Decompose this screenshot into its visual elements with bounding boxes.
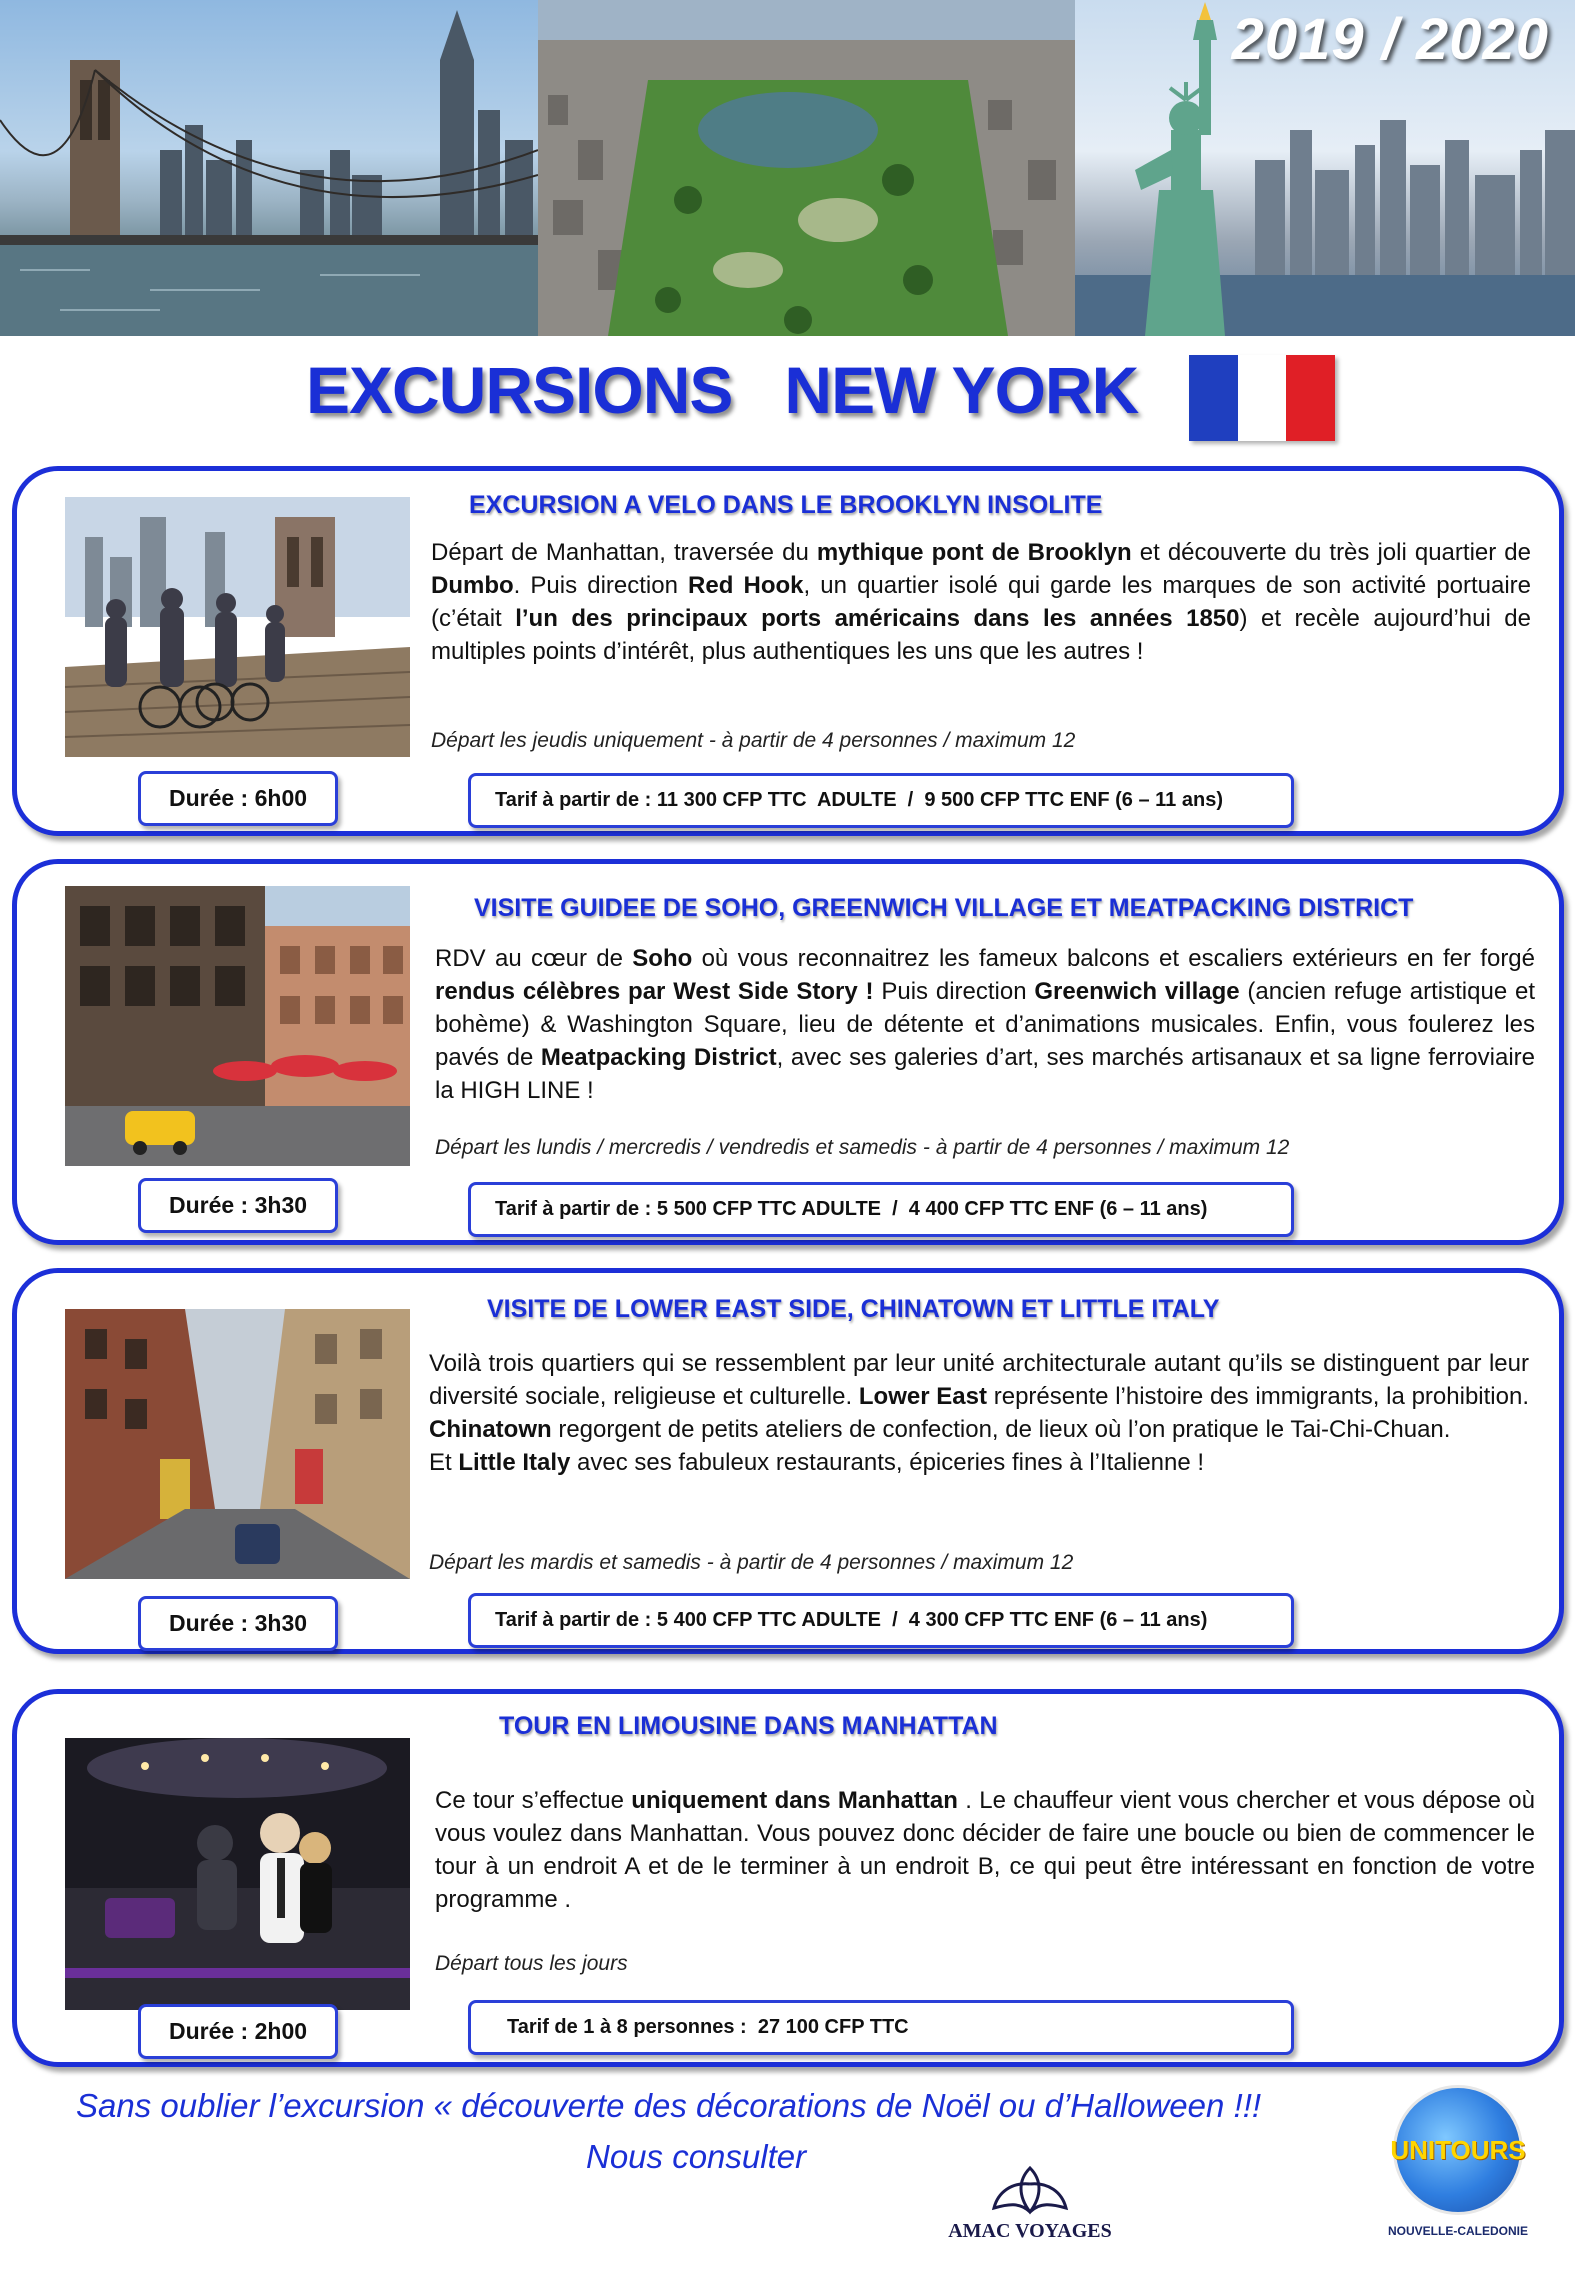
description-highlight: Red Hook bbox=[688, 572, 804, 599]
central-park-photo bbox=[538, 0, 1075, 336]
description-text: où vous reconnaitrez les fameux balcons et escaliers extérieurs en fer forgé bbox=[692, 945, 1535, 972]
footer-halloween-line: Sans oublier l’excursion « découverte des décorations de Noël ou d’Halloween !!! bbox=[76, 2087, 1262, 2124]
excursion-schedule-note: Départ tous les jours bbox=[435, 1952, 628, 1975]
excursion-title: TOUR EN LIMOUSINE DANS MANHATTAN bbox=[499, 1712, 998, 1740]
statue-of-liberty-photo bbox=[1075, 0, 1575, 336]
description-text: avec ses fabuleux restaurants, épiceries fines à l’Italienne ! bbox=[570, 1449, 1205, 1476]
description-highlight: Dumbo bbox=[431, 572, 514, 599]
description-text: Puis direction bbox=[873, 978, 1035, 1005]
unitours-logo bbox=[1390, 2085, 1526, 2215]
description-highlight: uniquement dans Manhattan bbox=[631, 1787, 958, 1814]
page-title: EXCURSIONS NEW YORK bbox=[306, 353, 1139, 427]
soho-street-photo bbox=[65, 886, 410, 1166]
description-text: Ce tour s’effectue bbox=[435, 1787, 632, 1814]
excursion-card-limousine bbox=[12, 1689, 1564, 2067]
description-highlight: rendus célèbres par West Side Story ! bbox=[435, 978, 874, 1005]
brooklyn-cyclists-photo bbox=[65, 497, 410, 757]
description-text: Voilà trois quartiers qui se ressemblent par leur unité architecturale autant qu’ils se distinguent par leur diversité sociale, religieuse et culturelle. bbox=[429, 1350, 1529, 1410]
description-text: RDV au cœur de bbox=[435, 945, 633, 972]
duration-box: Durée : 3h30 bbox=[138, 1178, 338, 1233]
excursion-schedule-note: Départ les lundis / mercredis / vendredis et samedis - à partir de 4 personnes / maximum 12 bbox=[435, 1136, 1290, 1159]
excursion-schedule-note: Départ les jeudis uniquement - à partir de 4 personnes / maximum 12 bbox=[431, 729, 1076, 752]
excursion-description bbox=[435, 942, 1535, 1107]
excursion-description bbox=[429, 1347, 1529, 1479]
french-flag-icon bbox=[1189, 355, 1335, 441]
description-text: (ancien refuge artistique et bohème) & Washington Square, lieu de détente et d’animations musicales. Enfin, vous foulerez les pavés de bbox=[435, 978, 1535, 1071]
description-text: ) et recèle aujourd’hui de multiples points d’intérêt, plus authentiques les uns que les autres ! bbox=[431, 605, 1532, 665]
unitours-logo-text: UNITOURS bbox=[1390, 2134, 1526, 2165]
excursion-title: VISITE DE LOWER EAST SIDE, CHINATOWN ET LITTLE ITALY bbox=[487, 1295, 1220, 1323]
description-text: regorgent de petits ateliers de confection, de lieux où l’on pratique le Tai-Chi-Chuan. bbox=[551, 1416, 1451, 1443]
footer-contact-line: Nous consulter bbox=[586, 2138, 807, 2175]
duration-box: Durée : 6h00 bbox=[138, 771, 338, 826]
excursion-title: VISITE GUIDEE DE SOHO, GREENWICH VILLAGE ET MEATPACKING DISTRICT bbox=[474, 894, 1414, 922]
description-highlight: l’un des principaux ports américains dans les années 1850 bbox=[515, 605, 1240, 632]
description-text: et découverte du très joli quartier de bbox=[1131, 539, 1531, 566]
description-text: . Puis direction bbox=[513, 572, 689, 599]
tarif-box: Tarif à partir de : 5 400 CFP TTC ADULTE / 4 300 CFP TTC ENF (6 – 11 ans) bbox=[468, 1593, 1294, 1648]
unitours-subtitle: NOUVELLE-CALEDONIE bbox=[1387, 2224, 1528, 2238]
chinatown-street-photo bbox=[65, 1309, 410, 1579]
excursion-description bbox=[435, 1784, 1535, 1916]
description-highlight: Meatpacking District bbox=[540, 1044, 777, 1071]
description-text: Et bbox=[429, 1449, 459, 1476]
excursion-card-brooklyn bbox=[12, 466, 1564, 836]
description-text: , avec ses galeries d’art, ses marchés artisanaux et sa ligne ferroviaire la HIGH LINE ! bbox=[435, 1044, 1536, 1104]
description-highlight: Little Italy bbox=[458, 1449, 571, 1476]
year-label: 2019 / 2020 bbox=[1231, 7, 1549, 72]
excursion-card-lower-east-side bbox=[12, 1268, 1564, 1654]
description-text: , un quartier isolé qui garde les marques de son activité portuaire (c’était bbox=[431, 572, 1532, 632]
description-text: Départ de Manhattan, traversée du bbox=[431, 539, 817, 566]
tarif-box: Tarif à partir de : 11 300 CFP TTC ADULTE / 9 500 CFP TTC ENF (6 – 11 ans) bbox=[468, 773, 1294, 828]
description-text: . Le chauffeur vient vous chercher et vous dépose où vous voulez dans Manhattan. Vous pouvez donc décider de faire une boucle ou bien de commencer le tour à un endroit A et de le terminer à un endroit B, ce qui peut être intéressant en fonction de votre programme . bbox=[435, 1787, 1535, 1913]
amac-logo-icon bbox=[990, 2166, 1070, 2216]
description-highlight: Chinatown bbox=[429, 1416, 552, 1443]
amac-logo-text: AMAC VOYAGES bbox=[948, 2220, 1112, 2242]
description-highlight: mythique pont de Brooklyn bbox=[816, 539, 1132, 566]
description-text: représente l’histoire des immigrants, la prohibition. bbox=[987, 1383, 1529, 1410]
tarif-box: Tarif de 1 à 8 personnes : 27 100 CFP TTC bbox=[468, 2000, 1294, 2055]
excursion-title: EXCURSION A VELO DANS LE BROOKLYN INSOLITE bbox=[469, 491, 1103, 519]
duration-box: Durée : 3h30 bbox=[138, 1596, 338, 1651]
description-highlight: Greenwich village bbox=[1034, 978, 1240, 1005]
tarif-box: Tarif à partir de : 5 500 CFP TTC ADULTE / 4 400 CFP TTC ENF (6 – 11 ans) bbox=[468, 1182, 1294, 1237]
description-highlight: Lower East bbox=[858, 1383, 987, 1410]
banner bbox=[0, 0, 1575, 336]
excursion-description bbox=[431, 536, 1531, 668]
excursion-schedule-note: Départ les mardis et samedis - à partir de 4 personnes / maximum 12 bbox=[429, 1551, 1074, 1574]
duration-box: Durée : 2h00 bbox=[138, 2004, 338, 2059]
excursion-card-soho bbox=[12, 859, 1564, 1245]
description-highlight: Soho bbox=[632, 945, 693, 972]
limousine-interior-photo bbox=[65, 1738, 410, 2010]
brooklyn-bridge-photo bbox=[0, 0, 538, 336]
